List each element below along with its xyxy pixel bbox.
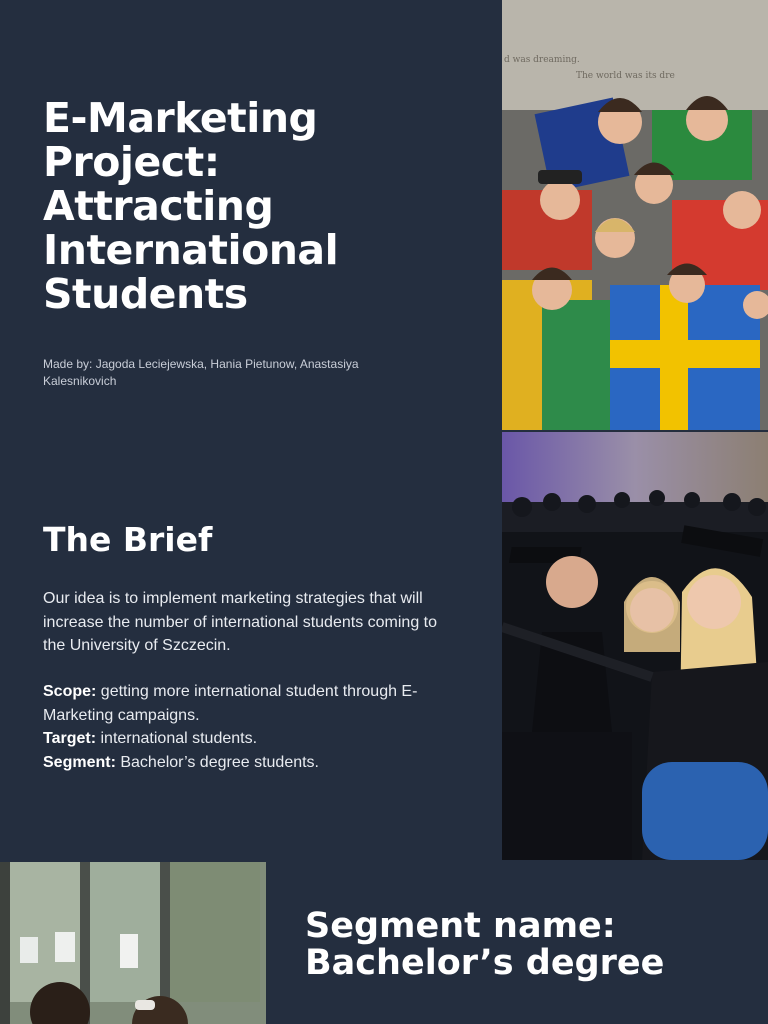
segment-heading: Segment name: Bachelor’s degree bbox=[305, 906, 665, 983]
campus-interior-photo bbox=[0, 862, 266, 1024]
scope-line bbox=[43, 680, 463, 727]
brief-heading: The Brief bbox=[43, 520, 213, 559]
students-with-flags-photo bbox=[502, 0, 768, 430]
brief-text: Our idea is to implement marketing strategies that will increase the number of international students coming to the University of Szczecin. bbox=[43, 590, 438, 654]
page-title: E-Marketing Project: Attracting International Students bbox=[43, 94, 339, 318]
target-text: international students. bbox=[96, 730, 258, 747]
segment-line bbox=[43, 751, 463, 775]
floor-inscription-line1: d was dreaming. bbox=[504, 55, 580, 65]
target-line bbox=[43, 727, 463, 751]
floor-inscription-line2: The world was its dre bbox=[576, 71, 675, 81]
credits: Made by: Jagoda Leciejewska, Hania Pietunow, Anastasiya Kalesnikovich bbox=[43, 357, 359, 388]
brief-details bbox=[43, 680, 463, 774]
graduation-photo-illustration bbox=[502, 432, 768, 860]
students-photo-illustration bbox=[502, 0, 768, 430]
segment-label: Segment: bbox=[43, 753, 116, 771]
segment-text: Bachelor’s degree students. bbox=[115, 753, 319, 771]
scope-text: getting more international student through E-Marketing campaigns. bbox=[43, 683, 418, 724]
graduation-ceremony-photo bbox=[502, 432, 768, 860]
campus-photo-illustration bbox=[0, 862, 266, 1024]
scope-label: Scope: bbox=[43, 683, 97, 700]
target-label: Target: bbox=[43, 730, 97, 747]
